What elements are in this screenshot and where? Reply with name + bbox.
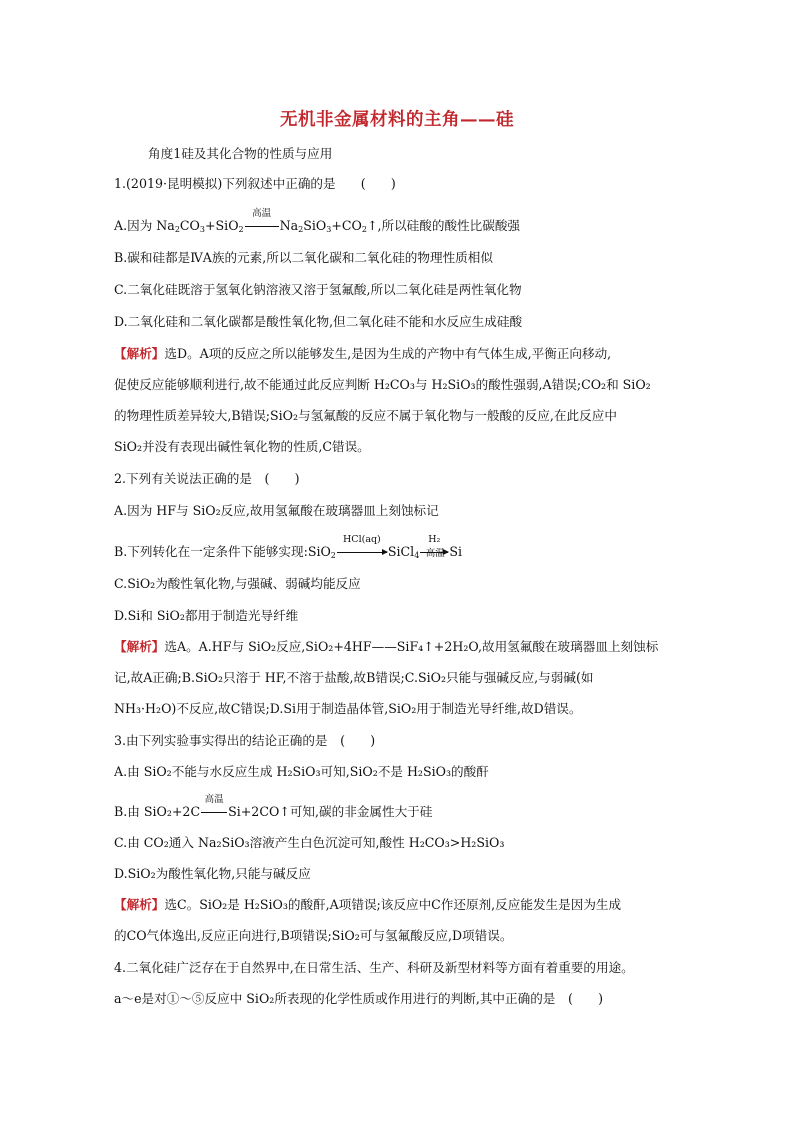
analysis-line: 的物理性质差异较大,B错误;SiO₂与氢氟酸的反应不属于氧化物与一般酸的反应,在此反应中 <box>114 408 617 423</box>
analysis-label: 【解析】 <box>114 639 165 654</box>
question-2-option-c: C.SiO₂为酸性氧化物,与强碱、弱碱均能反应 <box>114 576 361 591</box>
reaction-arrow: H₂ 高温 <box>419 544 449 560</box>
question-2-option-d: D.Si和 SiO₂都用于制造光导纤维 <box>114 608 299 623</box>
question-3-analysis: 【解析】选C。SiO₂是 H₂SiO₃的酸酐,A项错误;该反应中C作还原剂,反应能发生是因为生成 <box>114 897 622 912</box>
question-2-option-b: B.下列转化在一定条件下能够实现:SiO$_2$ HCl(aq) SiCl$_4$ H₂ 高温 Si <box>114 534 462 560</box>
question-2-stem: 2.下列有关说法正确的是 ( ) <box>114 471 300 486</box>
analysis-line: 促使反应能够顺利进行,故不能通过此反应判断 H₂CO₃与 H₂SiO₃的酸性强弱,A错误;CO₂和 SiO₂ <box>114 377 651 392</box>
analysis-label: 【解析】 <box>114 897 165 912</box>
question-4-stem: 4.二氧化硅广泛存在于自然界中,在日常生活、生产、科研及新型材料等方面有着重要的用途。 <box>114 960 634 975</box>
question-1-option-d: D.二氧化硅和二氧化碳都是酸性氧化物,但二氧化硅不能和水反应生成硅酸 <box>114 314 523 329</box>
analysis-line: NH₃·H₂O)不反应,故C错误;D.Si用于制造晶体管,SiO₂用于制造光导纤维,故D错误。 <box>114 701 582 716</box>
analysis-line: 的CO气体逸出,反应正向进行,B项错误;SiO₂可与氢氟酸反应,D项错误。 <box>114 928 513 943</box>
question-1-analysis: 【解析】选D。A项的反应之所以能够发生,是因为生成的产物中有气体生成,平衡正向移动, <box>114 346 612 361</box>
question-2-analysis: 【解析】选A。A.HF与 SiO₂反应,SiO₂+4HF——SiF₄↑+2H₂O,故用氢氟酸在玻璃器皿上刻蚀标 <box>114 639 659 654</box>
reaction-arrow: HCl(aq) <box>336 544 388 560</box>
question-3-option-a: A.由 SiO₂不能与水反应生成 H₂SiO₃可知,SiO₂不是 H₂SiO₃的酸酐 <box>114 764 489 779</box>
question-1-stem: 1.(2019·昆明模拟)下列叙述中正确的是 ( ) <box>114 176 396 191</box>
analysis-line: 记,故A正确;B.SiO₂只溶于 HF,不溶于盐酸,故B错误;C.SiO₂只能与强碱反应,与弱碱(如 <box>114 670 594 685</box>
question-3-option-d: D.SiO₂为酸性氧化物,只能与碱反应 <box>114 866 311 881</box>
question-2-option-a: A.因为 HF与 SiO₂反应,故用氢氟酸在玻璃器皿上刻蚀标记 <box>114 503 439 518</box>
question-4-stem-continued: a～e是对①～⑤反应中 SiO₂所表现的化学性质或作用进行的判断,其中正确的是 ( ) <box>114 991 604 1006</box>
section-heading: 角度1硅及其化合物的性质与应用 <box>148 146 333 161</box>
question-3-option-b: B.由 SiO₂+2C 高温 Si+2CO↑可知,碳的非金属性大于硅 <box>114 794 433 819</box>
reaction-condition: 高温 <box>200 804 228 820</box>
page-title: 无机非金属材料的主角——硅 <box>280 110 514 130</box>
analysis-label: 【解析】 <box>114 346 165 361</box>
question-3-option-c: C.由 CO₂通入 Na₂SiO₃溶液产生白色沉淀可知,酸性 H₂CO₃>H₂SiO₃ <box>114 835 505 850</box>
reaction-condition: 高温 <box>244 218 280 234</box>
question-3-stem: 3.由下列实验事实得出的结论正确的是 ( ) <box>114 733 376 748</box>
question-1-option-b: B.碳和硅都是ⅣA族的元素,所以二氧化碳和二氧化硅的物理性质相似 <box>114 250 493 265</box>
analysis-line: SiO₂并没有表现出碱性氧化物的性质,C错误。 <box>114 439 370 454</box>
question-1-option-c: C.二氧化硅既溶于氢氧化钠溶液又溶于氢氟酸,所以二氧化硅是两性氧化物 <box>114 282 522 297</box>
question-1-option-a: A.因为 $Na_2CO_3+SiO_2$ 高温 $Na_2SiO_3+CO_2↑$,所以硅酸的酸性比碳酸强 <box>114 208 521 234</box>
